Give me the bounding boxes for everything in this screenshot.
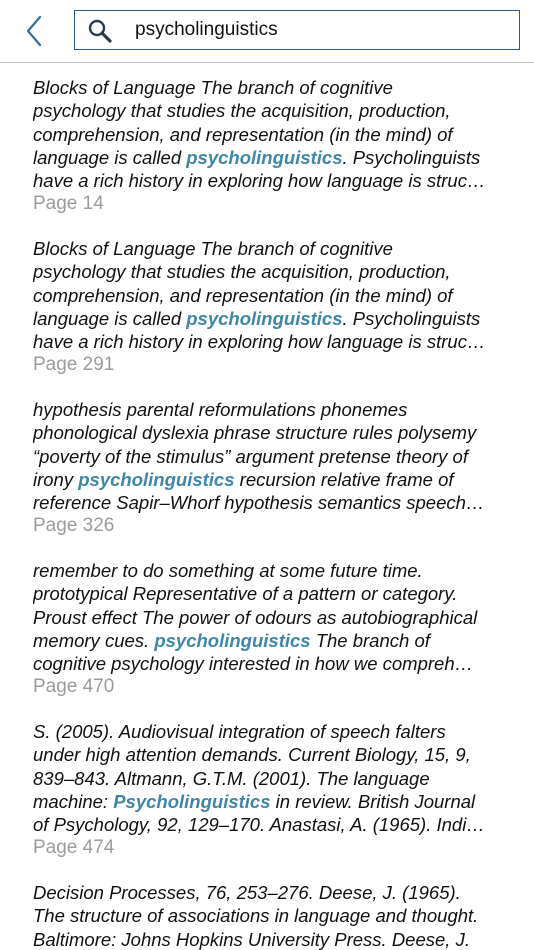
snippet-line bbox=[33, 904, 523, 927]
snippet-text: Blocks of Language The branch of cognitive bbox=[33, 238, 393, 259]
snippet-text: “poverty of the stimulus” argument pretense theory of bbox=[33, 445, 468, 467]
snippet-line bbox=[33, 790, 523, 813]
snippet-line bbox=[33, 330, 523, 353]
snippet-line bbox=[33, 720, 523, 743]
result-snippet bbox=[33, 720, 523, 836]
result-item[interactable] bbox=[33, 720, 523, 859]
snippet-line bbox=[33, 743, 523, 766]
snippet-text: . Psycholinguists bbox=[342, 146, 481, 168]
snippet-text: Baltimore: Johns Hopkins University Press. Deese, J. bbox=[33, 928, 470, 950]
highlighted-term: Psycholinguistics bbox=[113, 790, 271, 812]
highlighted-term: psycholinguistics bbox=[186, 307, 343, 329]
result-page-label: Page 470 bbox=[33, 676, 115, 698]
snippet-text: psychology that studies the acquisition, production, bbox=[33, 100, 451, 122]
snippet-line bbox=[33, 445, 523, 468]
snippet-line bbox=[33, 421, 523, 444]
result-snippet bbox=[33, 881, 523, 950]
snippet-text: irony bbox=[33, 468, 79, 490]
result-item[interactable] bbox=[33, 559, 523, 698]
result-item[interactable] bbox=[33, 398, 523, 537]
search-field[interactable] bbox=[74, 10, 520, 50]
snippet-line bbox=[33, 146, 523, 169]
search-icon bbox=[87, 18, 113, 44]
result-snippet bbox=[33, 559, 523, 675]
snippet-text: comprehension, and representation (in the mind) of bbox=[33, 123, 453, 145]
result-snippet bbox=[33, 398, 523, 514]
search-results-list bbox=[0, 63, 534, 950]
highlighted-term: psycholinguistics bbox=[78, 468, 235, 490]
snippet-text: have a rich history in exploring how language is struc… bbox=[33, 170, 486, 192]
snippet-text: S. (2005). Audiovisual integration of speech falters bbox=[33, 721, 446, 742]
snippet-text: The structure of associations in language and thought. bbox=[33, 905, 479, 927]
result-snippet bbox=[33, 76, 523, 192]
snippet-text: language is called bbox=[33, 146, 187, 168]
result-item[interactable] bbox=[33, 76, 523, 215]
snippet-text: phonological dyslexia phrase structure rules polysemy bbox=[33, 422, 477, 444]
snippet-line bbox=[33, 468, 523, 491]
snippet-text: remember to do something at some future time. bbox=[33, 560, 423, 581]
snippet-line bbox=[33, 881, 523, 904]
snippet-text: of Psychology, 92, 129–170. Anastasi, A. (1965). Indi… bbox=[33, 814, 485, 836]
snippet-text: Proust effect The power of odours as autobiographical bbox=[33, 606, 478, 628]
snippet-text: comprehension, and representation (in the mind) of bbox=[33, 284, 453, 306]
snippet-text: under high attention demands. Current Biology, 15, 9, bbox=[33, 744, 471, 766]
search-input[interactable] bbox=[135, 14, 505, 46]
snippet-line bbox=[33, 123, 523, 146]
snippet-text: psychology that studies the acquisition, production, bbox=[33, 261, 451, 283]
snippet-text: cognitive psychology interested in how we compreh… bbox=[33, 653, 474, 675]
snippet-line bbox=[33, 629, 523, 652]
snippet-text: Decision Processes, 76, 253–276. Deese, J. (1965). bbox=[33, 882, 461, 903]
top-bar bbox=[0, 0, 534, 63]
snippet-text: have a rich history in exploring how language is struc… bbox=[33, 331, 486, 353]
snippet-line bbox=[33, 398, 523, 421]
highlighted-term: psycholinguistics bbox=[186, 146, 343, 168]
snippet-line bbox=[33, 606, 523, 629]
result-item[interactable] bbox=[33, 237, 523, 376]
snippet-text: 839–843. Altmann, G.T.M. (2001). The language bbox=[33, 767, 430, 789]
snippet-line bbox=[33, 813, 523, 836]
snippet-text: in review. British Journal bbox=[270, 790, 476, 812]
snippet-line bbox=[33, 491, 523, 514]
snippet-line bbox=[33, 928, 523, 950]
snippet-text: machine: bbox=[33, 790, 114, 812]
snippet-line bbox=[33, 237, 523, 260]
result-page-label: Page 14 bbox=[33, 193, 104, 215]
snippet-line bbox=[33, 652, 523, 675]
snippet-text: Blocks of Language The branch of cognitive bbox=[33, 77, 393, 98]
result-snippet bbox=[33, 237, 523, 353]
snippet-text: hypothesis parental reformulations phonemes bbox=[33, 399, 408, 420]
result-page-label: Page 474 bbox=[33, 837, 115, 859]
snippet-line bbox=[33, 99, 523, 122]
snippet-line bbox=[33, 284, 523, 307]
snippet-text: language is called bbox=[33, 307, 187, 329]
result-item[interactable] bbox=[33, 881, 523, 950]
snippet-text: . Psycholinguists bbox=[342, 307, 481, 329]
snippet-line bbox=[33, 767, 523, 790]
back-button[interactable] bbox=[16, 10, 52, 52]
result-page-label: Page 291 bbox=[33, 354, 115, 376]
result-page-label: Page 326 bbox=[33, 515, 115, 537]
snippet-text: reference Sapir–Whorf hypothesis semantics speech… bbox=[33, 492, 485, 514]
snippet-text: recursion relative frame of bbox=[234, 468, 454, 490]
chevron-left-icon bbox=[25, 15, 43, 47]
snippet-line bbox=[33, 582, 523, 605]
snippet-line bbox=[33, 559, 523, 582]
snippet-text: memory cues. bbox=[33, 629, 155, 651]
snippet-line bbox=[33, 260, 523, 283]
snippet-line bbox=[33, 307, 523, 330]
snippet-line bbox=[33, 76, 523, 99]
snippet-text: prototypical Representative of a pattern or category. bbox=[33, 583, 458, 605]
highlighted-term: psycholinguistics bbox=[154, 629, 311, 651]
snippet-text: The branch of bbox=[310, 629, 430, 651]
snippet-line bbox=[33, 169, 523, 192]
